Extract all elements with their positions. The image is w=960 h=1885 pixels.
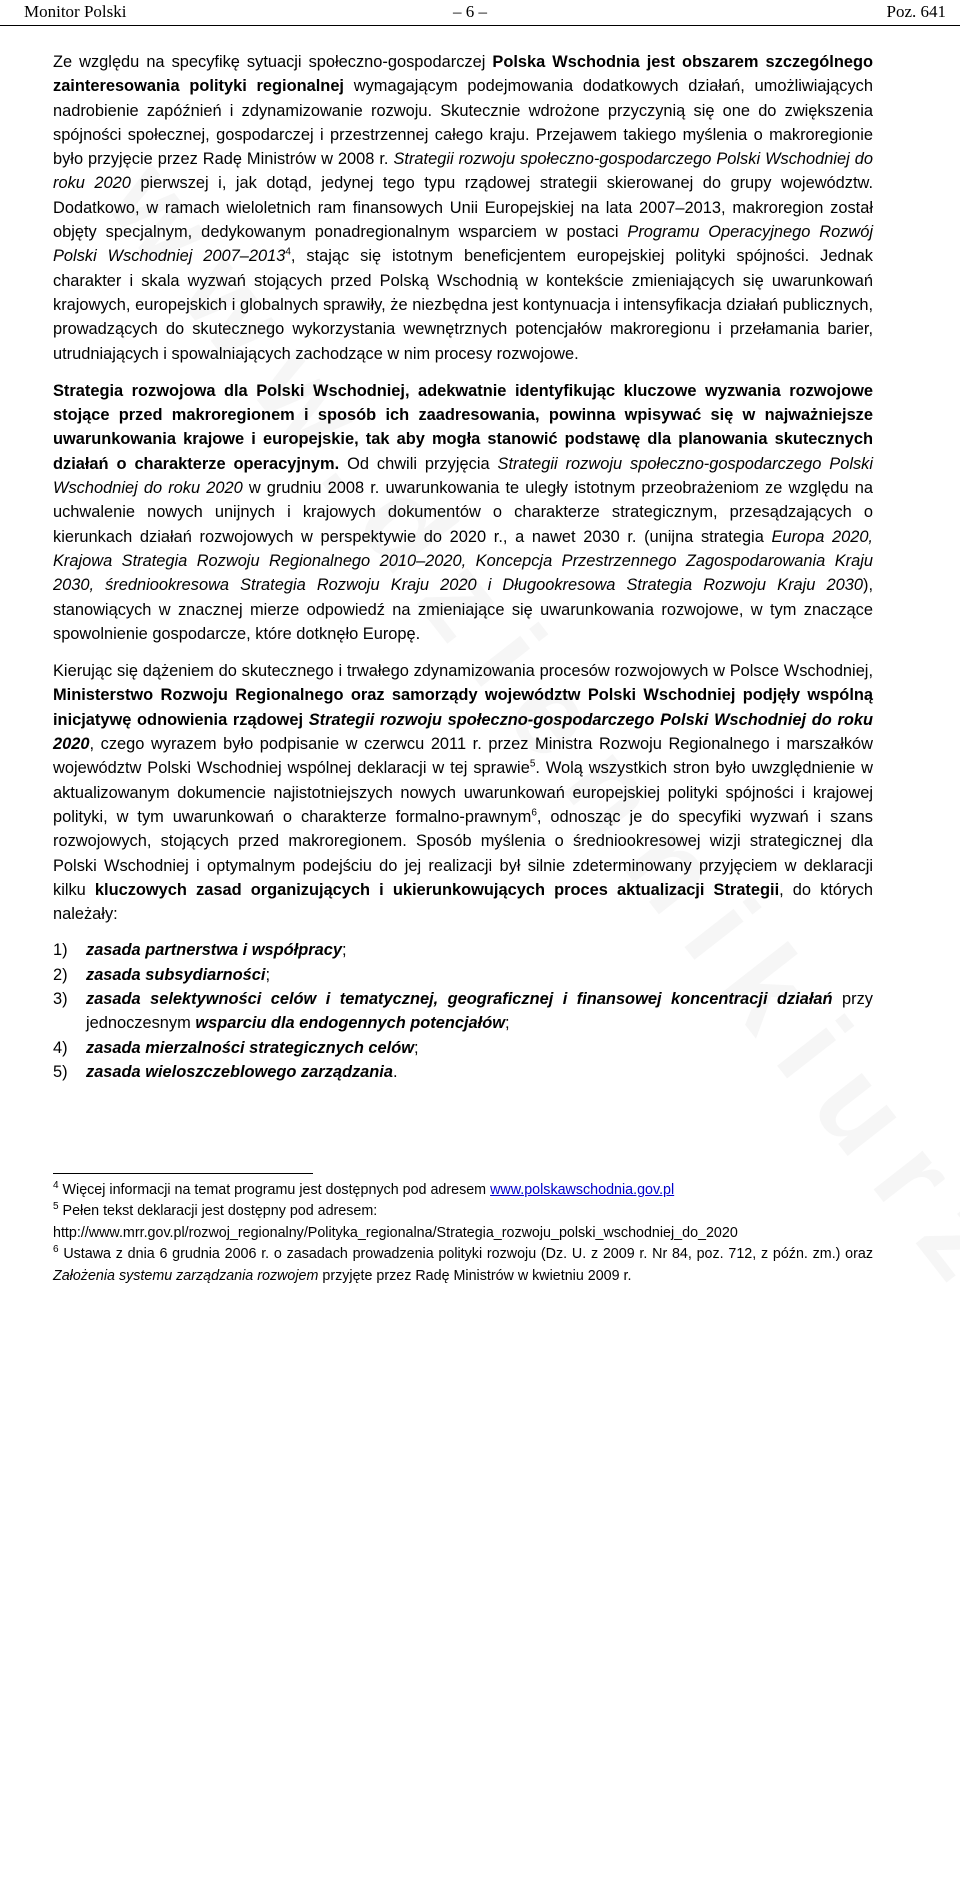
journal-name: Monitor Polski <box>24 2 127 21</box>
list-item: 3) zasada selektywności celów i tematycznej, geograficznej i finansowej koncentracji działań przy jednoczesnym wsparciu dla endogennych potencjałów; <box>53 989 873 1033</box>
footnote-separator <box>53 1173 313 1174</box>
page-number: – 6 – <box>453 2 487 21</box>
list-item: 5) zasada wieloszczeblowego zarządzania. <box>53 1062 398 1081</box>
list-item: 2) zasada subsydiarności; <box>53 965 271 984</box>
footnote-4: $^4$ Więcej informacji na temat programu jest dostępnych pod adresem www.polskawschodnia.gov.pl <box>53 1180 675 1198</box>
list-item: 1) zasada partnerstwa i współpracy; <box>53 941 347 960</box>
paragraph-2: Strategia rozwojowa dla Polski Wschodniej, adekwatnie identyfikując kluczowe wyzwania rozwojowe stojące przed makroregionem i sposób ich zaadresowania, powinna wpisywać się w najważniejsze uwarunkowania krajowe i europejskie, tak aby mogła stanowić podstawę dla planowania skutecznych działań o charakterze operacyjnym. Od chwili przyjęcia Strategii rozwoju społeczno-gospodarczego Polski Wschodniej do roku 2020 w grudniu 2008 r. uwarunkowania te uległy istotnym przeobrażeniom ze względu na uchwalenie nowych unijnych i krajowych dokumentów o charakterze strategicznym, przesądzających o kierunkach działań rozwojowych w perspektywie do 2020 r., a nawet 2030 r. (unijna strategia Europa 2020, Krajowa Strategia Rozwoju Regionalnego 2010–2020, Koncepcja Przestrzennego Zagospodarowania Kraju 2030, średniookresowa Strategia Rozwoju Kraju 2020 i Długookresowa Strategia Rozwoju Kraju 2030), stanowiących w znacznej mierze odpowiedź na zmieniające się uwarunkowania rozwojowe, w tym znaczące spowolnienie gospodarcze, które dotknęło Europę. <box>53 381 874 643</box>
footnote-5: $^5$ Pełen tekst deklaracji jest dostępny pod adresem: <box>53 1201 378 1220</box>
footnote-5-url[interactable]: http://www.mrr.gov.pl/rozwoj_regionalny/Polityka_regionalna/Strategia_rozwoju_polski_wschodniej_do_2020 <box>53 1224 738 1241</box>
document-body <box>53 50 873 1084</box>
list-item: 4) zasada mierzalności strategicznych celów; <box>53 1038 419 1057</box>
footnotes <box>53 1180 873 1287</box>
footnote-ref-6[interactable]: 6 <box>531 807 537 819</box>
principles-list <box>53 938 873 1084</box>
paragraph-1: Ze względu na specyfikę sytuacji społeczno-gospodarczej Polska Wschodnia jest obszarem szczególnego zainteresowania polityki regionalnej wymagającym podejmowania dodatkowych działań, umożliwiających nadrobienie zapóźnień i zdynamizowanie rozwoju. Skutecznie wdrożone przyczynią się one do zwiększenia spójności społecznej, gospodarczej i przestrzennej całego kraju. Przejawem takiego myślenia o makroregionie było przyjęcie przez Radę Ministrów w 2008 r. Strategii rozwoju społeczno-gospodarczego Polski Wschodniej do roku 2020 pierwszej i, jak dotąd, jedynej tego typu rządowej strategii skierowanej do grupy województw. Dodatkowo, w ramach wieloletnich ram finansowych Unii Europejskiej na lata 2007–2013, makroregion został objęty specjalnym, dedykowanym ponadregionalnym wsparciem w postaci Programu Operacyjnego Rozwój Polski Wschodniej 2007–2013$^4$, stając się istotnym beneficjentem europejskiej polityki spójności. Jednak charakter i skala wyzwań stojących przed Polską Wschodnią w kontekście zmieniających się uwarunkowań krajowych, europejskich i globalnych sprawiły, że niezbędna jest kontynuacja i intensyfikacja działań publicznych, prowadzących do skutecznego wykorzystania wewnętrznych potencjałów makroregionu i przełamania barier, utrudniających i spowalniających zachodzące w nim procesy rozwojowe. <box>53 53 874 363</box>
paragraph-3: Kierując się dążeniem do skutecznego i trwałego zdynamizowania procesów rozwojowych w Polsce Wschodniej, Ministerstwo Rozwoju Regionalnego oraz samorządy województw Polski Wschodniej podjęły wspólną inicjatywę odnowienia rządowej Strategii rozwoju społeczno-gospodarczego Polski Wschodniej do roku 2020, czego wyrazem było podpisanie w czerwcu 2011 r. przez Ministra Rozwoju Regionalnego i marszałków województw Polski Wschodniej wspólnej deklaracji w tej sprawie$^5$. Wolą wszystkich stron było uwzględnienie w aktualizowanym dokumencie najistotniejszych nowych uwarunkowań europejskiej polityki spójności i krajowej polityki, w tym uwarunkowań o charakterze formalno-prawnym$^6$, odnosząc je do specyfiki wyzwań i szans rozwojowych, stojących przed makroregionem. Sposób myślenia o średniookresowej wizji strategicznej dla Polski Wschodniej i optymalnym podejściu do jej realizacji był silnie zdeterminowany przyjęciem w deklaracji kilku kluczowych zasad organizujących i ukierunkowujących proces aktualizacji Strategii, do których należały: <box>53 662 873 924</box>
footnote-ref-5[interactable]: 5 <box>529 758 536 770</box>
polskawschodnia-link[interactable]: www.polskawschodnia.gov.pl <box>490 1182 675 1198</box>
footnote-ref-4[interactable]: 4 <box>285 246 291 258</box>
page-header <box>0 0 960 26</box>
footnote-6: $^6$ Ustawa z dnia 6 grudnia 2006 r. o zasadach prowadzenia polityki rozwoju (Dz. U. z 2009 r. Nr 84, poz. 712, z późn. zm.) oraz Założenia systemu zarządzania rozwojem przyjęte przez Radę Ministrów w kwietniu 2009 r. <box>53 1244 873 1284</box>
position-number: Poz. 641 <box>886 2 946 21</box>
